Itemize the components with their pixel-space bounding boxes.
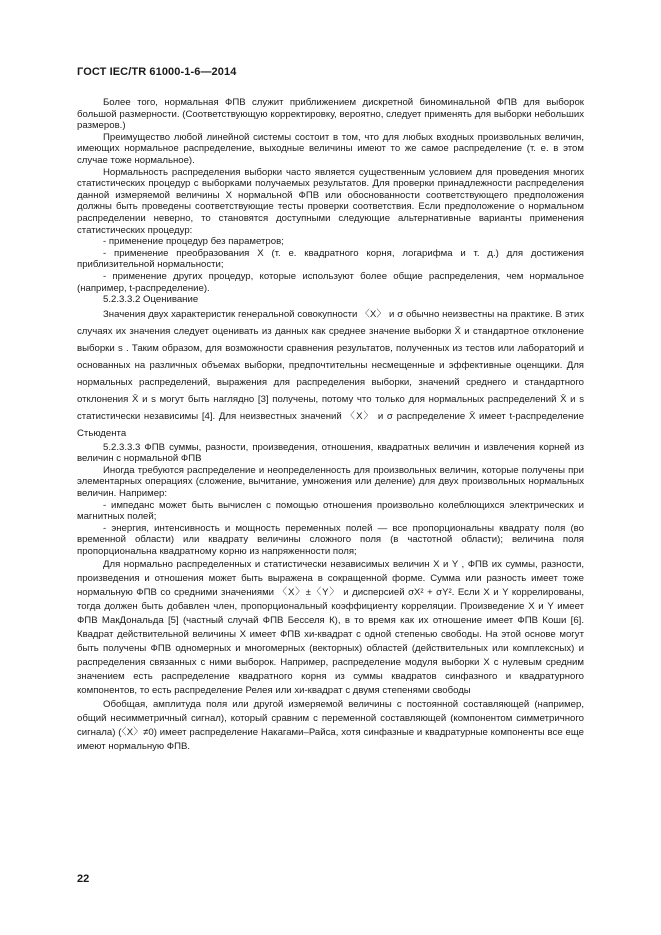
list-item-3: - применение других процедур, которые используют более общие распределения, чем нормальное (например, t-распределение). <box>77 270 584 294</box>
paragraph-estimation: Значения двух характеристик генеральной совокупности 〈X〉 и σ обычно неизвестны на практике. В этих случаях их значения следует оценивать из данных как среднее значение выборки X̄ и стандартное отклонение выборки s . Таким образом, для возможности сравнения результатов, полученных из тестов или лабораторий и основанных на различных объемах выборки, предпочтительны несмещенные и эффективные оценщики. Для нормальных распределений, выражения для распределения выборки, значений среднего и стандартного отклонения X̄ и s могут быть наглядно [3] получены, потому что только для нормальных распределений X̄ и s статистически независимы [4]. Для неизвестных значений 〈X〉 и σ распределение X̄ имеет t-распределение Стьюдента <box>77 308 584 439</box>
page-number: 22 <box>77 873 90 885</box>
list-item-2: - применение преобразования X (т. е. квадратного корня, логарифма и т. д.) для достижения приблизительной нормальности; <box>77 247 584 271</box>
paragraph-intro: Иногда требуются распределение и неопределенность для произвольных величин, которые получены при элементарных операциях (сложение, вычитание, умножения или деление) для двух произвольных нормальных величин. Например: <box>77 464 584 500</box>
paragraph-sum-difference: Для нормально распределенных и статистически независимых величин X и Y , ФПВ их суммы, разности, произведения и отношения может быть выражена в сокращенной форме. Сумма или разность имеет тоже нормальную ФПВ со средними значениями 〈X〉±〈Y〉 и дисперсией σX² + σY². Если X и Y коррелированы, тогда должен быть добавлен член, пропорциональный коэффициенту корреляции. Произведение X и Y имеет ФПВ МакДональда [5] (частный случай ФПВ Бесселя К), в то время как их отношение имеет ФПВ Коши [6]. Квадрат действительной величины X имеет ФПВ хи-квадрат с одной степенью свободы. На этой основе могут быть получены ФПВ одномерных и многомерных (векторных) областей (действительных или комплексных) и распределения связанных с ними выборок. Например, распределение модуля выборки X с нулевым средним значением есть распределение квадратного корня из суммы квадратов синфазного и квадратурного компонентов, то есть распределение Релея или хи-квадрат с двумя степенями свободы <box>77 558 584 696</box>
paragraph-1: Более того, нормальная ФПВ служит приближением дискретной биноминальной ФПВ для выборок большой размерности. (Соответствующую корректировку, вероятно, следует применять для выборки небольших размеров.) <box>77 97 584 132</box>
paragraph-2: Преимущество любой линейной системы состоит в том, что для любых входных произвольных величин, имеющих нормальное распределение, выходные величины имеют то же самое распределение (т. е. в этом случае тоже нормальное). <box>77 131 584 166</box>
list-item-impedance: - импеданс может быть вычислен с помощью отношения произвольно колеблющихся электрических и магнитных полей; <box>77 499 584 523</box>
list-item-1: - применение процедур без параметров; <box>103 236 284 248</box>
section-heading-5-2-3-3-2: 5.2.3.3.2 Оценивание <box>103 294 199 306</box>
standard-header: ГОСТ IEC/TR 61000-1-6—2014 <box>77 66 237 78</box>
section-heading-5-2-3-3-3: 5.2.3.3.3 ФПВ суммы, разности, произведения, отношения, квадратных величин и извлечения корней из величин с нормальной ФПВ <box>77 441 584 465</box>
list-item-energy: - энергия, интенсивность и мощность переменных полей — все пропорциональны квадрату поля (во временной области) или квадрату величины сложного поля (в частотной области); величина поля пропорциональна квадратному корню из напряженности поля; <box>77 522 584 558</box>
paragraph-generalization: Обобщая, амплитуда поля или другой измеряемой величины с постоянной составляющей (например, общий несимметричный сигнал), который сравним с переменной составляющей (компонентом симметричного сигнала) (〈X〉≠0) имеет распределение Накагами–Райса, хотя синфазные и квадратурные компоненты все еще имеют нормальную ФПВ. <box>77 698 584 752</box>
paragraph-3: Нормальность распределения выборки часто является существенным условием для проведения многих статистических процедур с выборками получаемых результатов. Для проверки принадлежности распределения данной измеряемой величины X нормальной ФПВ или обоснованности соответствующего предположения должны быть проведены соответствующие тесты проверки соответствия. Если предположение о нормальном распределении неверно, то становятся доступными следующие альтернативные варианты применения статистических процедур: <box>77 166 584 236</box>
document-body <box>77 97 584 754</box>
